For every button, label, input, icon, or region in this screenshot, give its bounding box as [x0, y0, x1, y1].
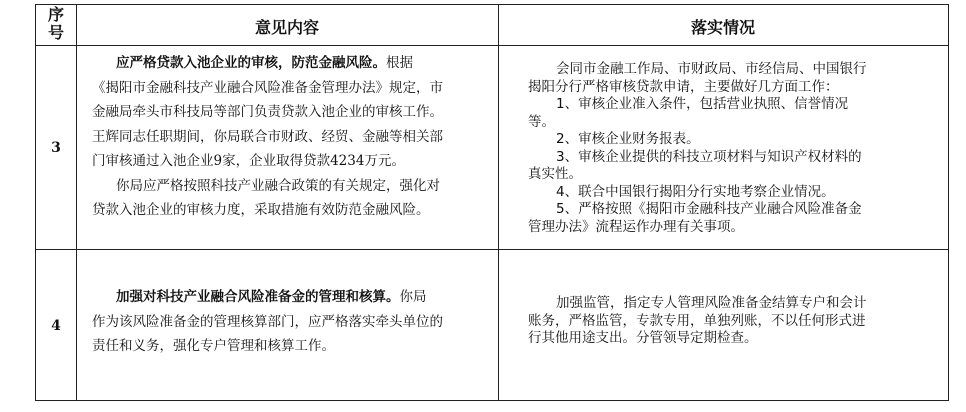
- row-3-opinion-line: 王辉同志任职期间，你局联合市财政、经贸、金融等相关部: [92, 128, 443, 145]
- row-4-opinion-heading: 加强对科技产业融合风险准备金的管理和核算。: [116, 289, 400, 305]
- header-seq-line-2: 号: [47, 23, 64, 42]
- header-divider: [36, 45, 948, 46]
- row-3-implementation: [528, 61, 944, 236]
- row-3-opinion-line: 你局应严格按照科技产业融合政策的有关规定，强化对: [116, 177, 440, 194]
- row-3-impl-line: 4、联合中国银行揭阳分行实地考察企业情况。: [556, 183, 835, 200]
- row-4-implementation: [528, 295, 944, 348]
- row-3-impl-line: 3、审核企业提供的科技立项材料与知识产权材料的: [556, 148, 862, 165]
- row-3-impl-line: 揭阳分行严格审核贷款申请，主要做好几方面工作：: [528, 78, 839, 95]
- row-4-impl-line: 账务，严格监管，专款专用，单独列账，不以任何形式进: [528, 312, 866, 329]
- row-4-impl-line: 加强监管，指定专人管理风险准备金结算专户和会计: [556, 295, 867, 311]
- row-3-impl-line: 2、审核企业财务报表。: [556, 131, 700, 147]
- row-4-opinion-line: 作为该风险准备金的管理核算部门，应严格落实牵头单位的: [92, 313, 443, 330]
- header-seq: [36, 6, 76, 42]
- row-3-impl-line: 真实性。: [528, 166, 582, 182]
- row-3-impl-line: 等。: [528, 113, 555, 130]
- header-seq-line-1: 序: [47, 5, 64, 24]
- row-3-seq: 3: [51, 140, 61, 156]
- column-divider-1: [76, 5, 77, 400]
- row-3-impl-line: 1、审核企业准入条件，包括营业执照、信誉情况: [556, 96, 849, 112]
- row-3-impl-line: 会同市金融工作局、市财政局、市经信局、中国银行: [556, 61, 867, 77]
- row-3-opinion-line: 金融局牵头市科技局等部门负责贷款入池企业的审核工作。: [92, 104, 443, 120]
- opinion-table: [35, 4, 949, 401]
- column-divider-2: [498, 5, 499, 400]
- row-3-opinion-line: 《揭阳市金融科技产业融合风险准备金管理办法》规定，市: [92, 79, 443, 96]
- header-opinion: 意见内容: [254, 18, 319, 37]
- row-4-opinion-line: 责任和义务，强化专户管理和核算工作。: [92, 338, 335, 354]
- row-4-opinion-line: 你局: [399, 289, 427, 305]
- row-4-opinion: [92, 285, 492, 359]
- row-divider: [36, 249, 948, 250]
- row-3-opinion-line: 根据: [386, 55, 413, 71]
- row-3-opinion-heading: 应严格贷款入池企业的审核，防范金融风险。: [116, 55, 386, 71]
- row-3-opinion-line: 门审核通过入池企业9家，企业取得贷款4234万元。: [92, 153, 405, 169]
- row-3-impl-line: 5、严格按照《揭阳市金融科技产业融合风险准备金: [556, 201, 862, 217]
- header-implementation: 落实情况: [690, 18, 755, 37]
- row-3-opinion-line: 贷款入池企业的审核力度，采取措施有效防范金融风险。: [92, 202, 430, 218]
- row-4-seq: 4: [51, 318, 61, 334]
- row-4-impl-line: 行其他用途支出。分管领导定期检查。: [528, 330, 758, 346]
- row-3-opinion: [92, 51, 492, 223]
- row-3-impl-line: 管理办法》流程运作办理有关事项。: [528, 218, 744, 235]
